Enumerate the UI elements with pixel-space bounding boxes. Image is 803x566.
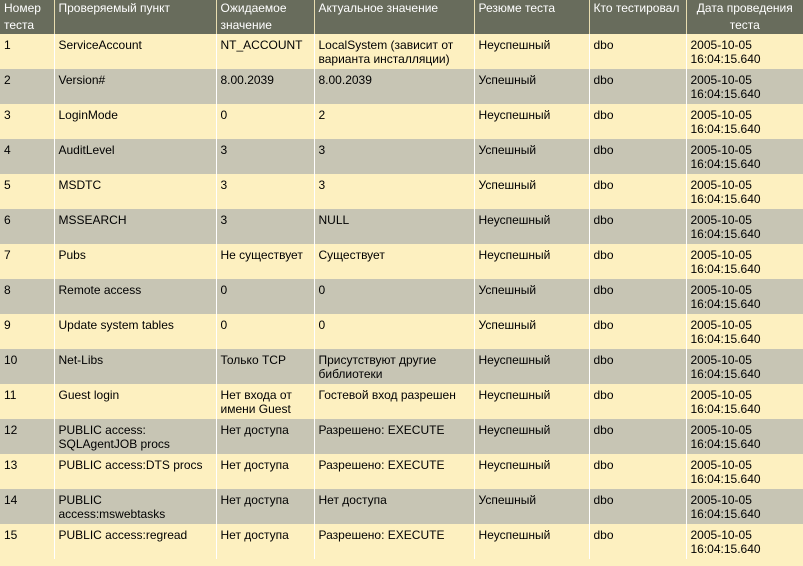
- tester-cell: dbo: [589, 384, 686, 419]
- tester-cell: dbo: [589, 104, 686, 139]
- test-summary-cell: Успешный: [474, 174, 589, 209]
- test-summary-cell: Неуспешный: [474, 209, 589, 244]
- actual-value-cell: Разрешено: EXECUTE: [314, 454, 474, 489]
- test-summary-cell: Неуспешный: [474, 419, 589, 454]
- test-number-cell: 15: [0, 524, 54, 559]
- checked-item-cell: ServiceAccount: [54, 34, 216, 69]
- tester-cell: dbo: [589, 419, 686, 454]
- column-header-test-summary[interactable]: Резюме теста: [474, 0, 589, 34]
- checked-item-cell: Update system tables: [54, 314, 216, 349]
- table-row[interactable]: [0, 209, 803, 244]
- actual-value-cell: Существует: [314, 244, 474, 279]
- test-date-cell: 2005-10-05 16:04:15.640: [686, 69, 803, 104]
- actual-value-cell: Присутствуют другие библиотеки: [314, 349, 474, 384]
- column-header-checked-item[interactable]: Проверяемый пункт: [54, 0, 216, 34]
- tester-cell: dbo: [589, 314, 686, 349]
- test-number-cell: 7: [0, 244, 54, 279]
- expected-value-cell: Только TCP: [216, 349, 314, 384]
- test-number-cell: 8: [0, 279, 54, 314]
- actual-value-cell: 3: [314, 139, 474, 174]
- column-header-test-date[interactable]: Дата проведения теста: [686, 0, 803, 34]
- test-summary-cell: Неуспешный: [474, 244, 589, 279]
- test-date-cell: 2005-10-05 16:04:15.640: [686, 174, 803, 209]
- actual-value-cell: Гостевой вход разрешен: [314, 384, 474, 419]
- expected-value-cell: NT_ACCOUNT: [216, 34, 314, 69]
- checked-item-cell: LoginMode: [54, 104, 216, 139]
- test-date-cell: 2005-10-05 16:04:15.640: [686, 279, 803, 314]
- table-row[interactable]: [0, 34, 803, 69]
- expected-value-cell: 3: [216, 209, 314, 244]
- test-summary-cell: Успешный: [474, 279, 589, 314]
- table-row[interactable]: [0, 489, 803, 524]
- table-row[interactable]: [0, 69, 803, 104]
- table-body: [0, 34, 803, 559]
- test-number-cell: 6: [0, 209, 54, 244]
- actual-value-cell: 3: [314, 174, 474, 209]
- actual-value-cell: NULL: [314, 209, 474, 244]
- column-header-tester[interactable]: Кто тестировал: [589, 0, 686, 34]
- test-summary-cell: Неуспешный: [474, 524, 589, 559]
- table-row[interactable]: [0, 419, 803, 454]
- test-date-cell: 2005-10-05 16:04:15.640: [686, 524, 803, 559]
- test-date-cell: 2005-10-05 16:04:15.640: [686, 314, 803, 349]
- test-summary-cell: Успешный: [474, 314, 589, 349]
- test-summary-cell: Успешный: [474, 489, 589, 524]
- table-row[interactable]: [0, 524, 803, 559]
- actual-value-cell: Разрешено: EXECUTE: [314, 419, 474, 454]
- actual-value-cell: Разрешено: EXECUTE: [314, 524, 474, 559]
- tester-cell: dbo: [589, 279, 686, 314]
- table-row[interactable]: [0, 454, 803, 489]
- test-number-cell: 3: [0, 104, 54, 139]
- test-date-cell: 2005-10-05 16:04:15.640: [686, 244, 803, 279]
- checked-item-cell: MSSEARCH: [54, 209, 216, 244]
- test-number-cell: 13: [0, 454, 54, 489]
- expected-value-cell: 0: [216, 314, 314, 349]
- tester-cell: dbo: [589, 139, 686, 174]
- test-number-cell: 12: [0, 419, 54, 454]
- table-row[interactable]: [0, 104, 803, 139]
- checked-item-cell: PUBLIC access: SQLAgentJOB procs: [54, 419, 216, 454]
- table-row[interactable]: [0, 279, 803, 314]
- table-row[interactable]: [0, 384, 803, 419]
- column-header-expected-value[interactable]: Ожидаемое значение: [216, 0, 314, 34]
- test-number-cell: 2: [0, 69, 54, 104]
- checked-item-cell: Pubs: [54, 244, 216, 279]
- checked-item-cell: PUBLIC access:mswebtasks: [54, 489, 216, 524]
- checked-item-cell: Version#: [54, 69, 216, 104]
- checked-item-cell: PUBLIC access:DTS procs: [54, 454, 216, 489]
- test-summary-cell: Успешный: [474, 139, 589, 174]
- test-date-cell: 2005-10-05 16:04:15.640: [686, 349, 803, 384]
- tester-cell: dbo: [589, 244, 686, 279]
- checked-item-cell: PUBLIC access:regread: [54, 524, 216, 559]
- table-row[interactable]: [0, 244, 803, 279]
- expected-value-cell: Нет доступа: [216, 454, 314, 489]
- column-header-test-number[interactable]: Номер теста: [0, 0, 54, 34]
- checked-item-cell: AuditLevel: [54, 139, 216, 174]
- expected-value-cell: 3: [216, 174, 314, 209]
- expected-value-cell: 0: [216, 104, 314, 139]
- test-number-cell: 4: [0, 139, 54, 174]
- tester-cell: dbo: [589, 489, 686, 524]
- test-number-cell: 10: [0, 349, 54, 384]
- test-number-cell: 11: [0, 384, 54, 419]
- test-number-cell: 1: [0, 34, 54, 69]
- tester-cell: dbo: [589, 34, 686, 69]
- test-date-cell: 2005-10-05 16:04:15.640: [686, 34, 803, 69]
- actual-value-cell: 0: [314, 279, 474, 314]
- actual-value-cell: Нет доступа: [314, 489, 474, 524]
- tester-cell: dbo: [589, 524, 686, 559]
- tester-cell: dbo: [589, 454, 686, 489]
- test-date-cell: 2005-10-05 16:04:15.640: [686, 454, 803, 489]
- test-number-cell: 9: [0, 314, 54, 349]
- tester-cell: dbo: [589, 209, 686, 244]
- table-row[interactable]: [0, 174, 803, 209]
- table-row[interactable]: [0, 314, 803, 349]
- tester-cell: dbo: [589, 174, 686, 209]
- expected-value-cell: Нет входа от имени Guest: [216, 384, 314, 419]
- header-row: [0, 0, 803, 34]
- checked-item-cell: Remote access: [54, 279, 216, 314]
- test-date-cell: 2005-10-05 16:04:15.640: [686, 419, 803, 454]
- tester-cell: dbo: [589, 349, 686, 384]
- actual-value-cell: 8.00.2039: [314, 69, 474, 104]
- checked-item-cell: MSDTC: [54, 174, 216, 209]
- test-number-cell: 14: [0, 489, 54, 524]
- expected-value-cell: 3: [216, 139, 314, 174]
- expected-value-cell: Нет доступа: [216, 489, 314, 524]
- test-date-cell: 2005-10-05 16:04:15.640: [686, 209, 803, 244]
- test-date-cell: 2005-10-05 16:04:15.640: [686, 489, 803, 524]
- table-row[interactable]: [0, 349, 803, 384]
- test-date-cell: 2005-10-05 16:04:15.640: [686, 139, 803, 174]
- test-summary-cell: Неуспешный: [474, 349, 589, 384]
- actual-value-cell: 2: [314, 104, 474, 139]
- checked-item-cell: Guest login: [54, 384, 216, 419]
- expected-value-cell: Нет доступа: [216, 419, 314, 454]
- actual-value-cell: 0: [314, 314, 474, 349]
- actual-value-cell: LocalSystem (зависит от варианта инсталляции): [314, 34, 474, 69]
- expected-value-cell: Не существует: [216, 244, 314, 279]
- column-header-actual-value[interactable]: Актуальное значение: [314, 0, 474, 34]
- test-number-cell: 5: [0, 174, 54, 209]
- expected-value-cell: 0: [216, 279, 314, 314]
- test-summary-cell: Успешный: [474, 69, 589, 104]
- test-summary-cell: Неуспешный: [474, 384, 589, 419]
- test-summary-cell: Неуспешный: [474, 104, 589, 139]
- test-date-cell: 2005-10-05 16:04:15.640: [686, 104, 803, 139]
- table-row[interactable]: [0, 139, 803, 174]
- test-summary-cell: Неуспешный: [474, 454, 589, 489]
- test-summary-cell: Неуспешный: [474, 34, 589, 69]
- test-date-cell: 2005-10-05 16:04:15.640: [686, 384, 803, 419]
- checked-item-cell: Net-Libs: [54, 349, 216, 384]
- expected-value-cell: 8.00.2039: [216, 69, 314, 104]
- tester-cell: dbo: [589, 69, 686, 104]
- expected-value-cell: Нет доступа: [216, 524, 314, 559]
